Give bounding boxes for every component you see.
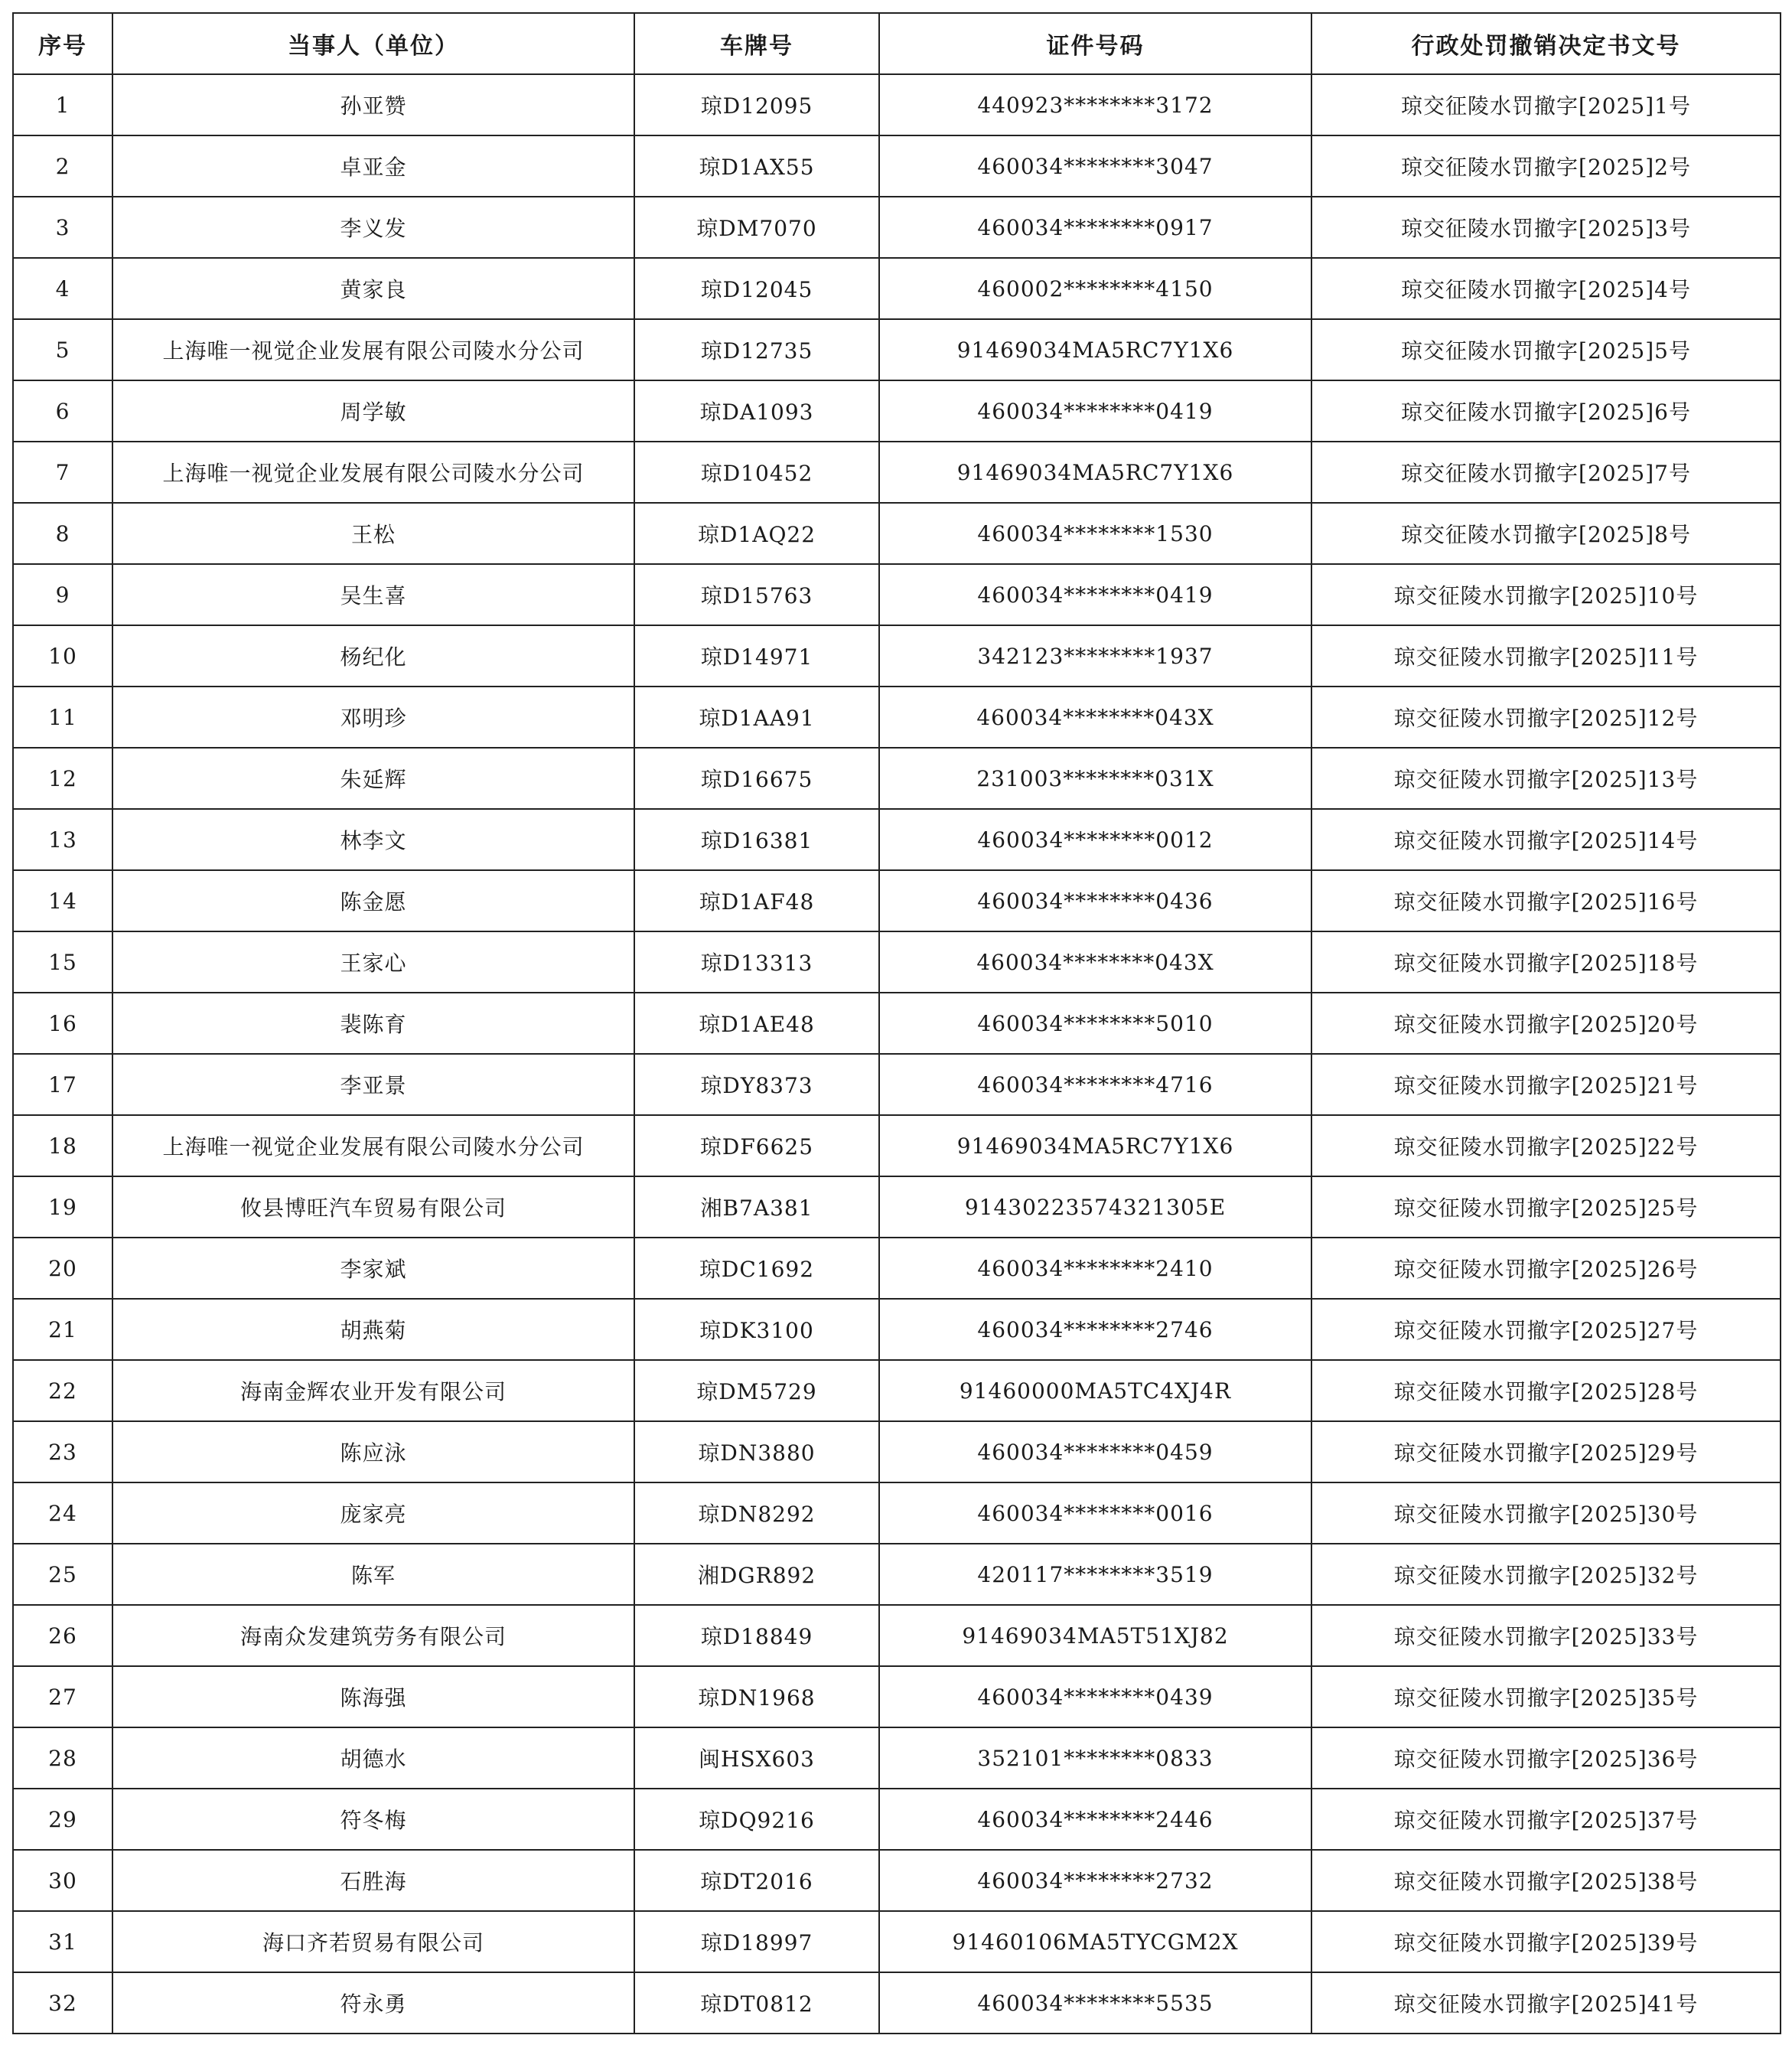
cell-plate-number: 琼D12735: [634, 319, 879, 380]
cell-party: 吴生喜: [112, 564, 634, 625]
header-decision-number: 行政处罚撤销决定书文号: [1311, 13, 1781, 74]
cell-id-number: 460034********043X: [879, 687, 1311, 748]
cell-serial-number: 24: [13, 1482, 112, 1544]
cell-plate-number: 琼DA1093: [634, 380, 879, 442]
table-row: [13, 1789, 1781, 1850]
cell-plate-number: 琼DY8373: [634, 1054, 879, 1115]
cell-id-number: 91469034MA5T51XJ82: [879, 1605, 1311, 1666]
cell-id-number: 440923********3172: [879, 74, 1311, 135]
cell-plate-number: 琼D18997: [634, 1911, 879, 1972]
cell-serial-number: 31: [13, 1911, 112, 1972]
cell-id-number: 91460000MA5TC4XJ4R: [879, 1360, 1311, 1421]
cell-id-number: 460034********4716: [879, 1054, 1311, 1115]
table-row: [13, 1972, 1781, 2034]
table-row: [13, 687, 1781, 748]
cell-decision-number: 琼交征陵水罚撤字[2025]2号: [1311, 135, 1781, 197]
table-row: [13, 564, 1781, 625]
cell-party: 王家心: [112, 931, 634, 993]
cell-plate-number: 琼DK3100: [634, 1299, 879, 1360]
cell-id-number: 460034********0012: [879, 809, 1311, 870]
cell-decision-number: 琼交征陵水罚撤字[2025]6号: [1311, 380, 1781, 442]
cell-serial-number: 8: [13, 503, 112, 564]
cell-party: 孙亚赞: [112, 74, 634, 135]
cell-id-number: 91430223574321305E: [879, 1176, 1311, 1238]
cell-serial-number: 30: [13, 1850, 112, 1911]
cell-decision-number: 琼交征陵水罚撤字[2025]35号: [1311, 1666, 1781, 1727]
cell-plate-number: 琼D15763: [634, 564, 879, 625]
table-row: [13, 442, 1781, 503]
cell-decision-number: 琼交征陵水罚撤字[2025]14号: [1311, 809, 1781, 870]
cell-plate-number: 琼D16381: [634, 809, 879, 870]
cell-decision-number: 琼交征陵水罚撤字[2025]41号: [1311, 1972, 1781, 2034]
cell-serial-number: 26: [13, 1605, 112, 1666]
cell-plate-number: 琼DC1692: [634, 1238, 879, 1299]
cell-serial-number: 1: [13, 74, 112, 135]
cell-plate-number: 琼DN1968: [634, 1666, 879, 1727]
table-row: [13, 748, 1781, 809]
cell-decision-number: 琼交征陵水罚撤字[2025]32号: [1311, 1544, 1781, 1605]
cell-serial-number: 21: [13, 1299, 112, 1360]
cell-id-number: 460034********2732: [879, 1850, 1311, 1911]
cell-party: 陈海强: [112, 1666, 634, 1727]
cell-serial-number: 17: [13, 1054, 112, 1115]
cell-plate-number: 琼D10452: [634, 442, 879, 503]
cell-id-number: 460034********0459: [879, 1421, 1311, 1482]
table-row: [13, 380, 1781, 442]
cell-serial-number: 18: [13, 1115, 112, 1176]
cell-party: 李义发: [112, 197, 634, 258]
table-row: [13, 1482, 1781, 1544]
table-row: [13, 993, 1781, 1054]
cell-id-number: 460034********5010: [879, 993, 1311, 1054]
cell-id-number: 460034********2746: [879, 1299, 1311, 1360]
table-row: [13, 1666, 1781, 1727]
table-row: [13, 1176, 1781, 1238]
cell-id-number: 460034********0917: [879, 197, 1311, 258]
cell-party: 卓亚金: [112, 135, 634, 197]
cell-decision-number: 琼交征陵水罚撤字[2025]5号: [1311, 319, 1781, 380]
cell-id-number: 460034********0016: [879, 1482, 1311, 1544]
cell-serial-number: 3: [13, 197, 112, 258]
table-row: [13, 1911, 1781, 1972]
cell-plate-number: 琼D16675: [634, 748, 879, 809]
table-row: [13, 1727, 1781, 1789]
cell-decision-number: 琼交征陵水罚撤字[2025]11号: [1311, 625, 1781, 687]
cell-party: 杨纪化: [112, 625, 634, 687]
cell-decision-number: 琼交征陵水罚撤字[2025]38号: [1311, 1850, 1781, 1911]
cell-serial-number: 25: [13, 1544, 112, 1605]
cell-plate-number: 琼D12095: [634, 74, 879, 135]
table-row: [13, 1605, 1781, 1666]
cell-plate-number: 琼DT0812: [634, 1972, 879, 2034]
cell-plate-number: 琼D1AA91: [634, 687, 879, 748]
cell-party: 上海唯一视觉企业发展有限公司陵水分公司: [112, 1115, 634, 1176]
cell-id-number: 460002********4150: [879, 258, 1311, 319]
cell-party: 裴陈育: [112, 993, 634, 1054]
cell-party: 上海唯一视觉企业发展有限公司陵水分公司: [112, 442, 634, 503]
penalty-revocation-table: [12, 12, 1781, 2034]
cell-serial-number: 19: [13, 1176, 112, 1238]
cell-party: 上海唯一视觉企业发展有限公司陵水分公司: [112, 319, 634, 380]
cell-serial-number: 7: [13, 442, 112, 503]
cell-party: 庞家亮: [112, 1482, 634, 1544]
cell-party: 海南金辉农业开发有限公司: [112, 1360, 634, 1421]
cell-serial-number: 11: [13, 687, 112, 748]
table-row: [13, 1360, 1781, 1421]
cell-decision-number: 琼交征陵水罚撤字[2025]33号: [1311, 1605, 1781, 1666]
cell-id-number: 91469034MA5RC7Y1X6: [879, 442, 1311, 503]
table-row: [13, 870, 1781, 931]
table-body: [13, 74, 1781, 2034]
cell-party: 符冬梅: [112, 1789, 634, 1850]
cell-id-number: 231003********031X: [879, 748, 1311, 809]
cell-decision-number: 琼交征陵水罚撤字[2025]13号: [1311, 748, 1781, 809]
cell-party: 李家斌: [112, 1238, 634, 1299]
cell-party: 海南众发建筑劳务有限公司: [112, 1605, 634, 1666]
table-row: [13, 135, 1781, 197]
cell-decision-number: 琼交征陵水罚撤字[2025]3号: [1311, 197, 1781, 258]
cell-party: 胡德水: [112, 1727, 634, 1789]
cell-party: 黄家良: [112, 258, 634, 319]
cell-decision-number: 琼交征陵水罚撤字[2025]36号: [1311, 1727, 1781, 1789]
cell-decision-number: 琼交征陵水罚撤字[2025]10号: [1311, 564, 1781, 625]
cell-id-number: 460034********2446: [879, 1789, 1311, 1850]
header-party: 当事人（单位）: [112, 13, 634, 74]
cell-plate-number: 琼D14971: [634, 625, 879, 687]
cell-serial-number: 15: [13, 931, 112, 993]
cell-id-number: 91469034MA5RC7Y1X6: [879, 1115, 1311, 1176]
cell-id-number: 460034********0419: [879, 380, 1311, 442]
cell-decision-number: 琼交征陵水罚撤字[2025]22号: [1311, 1115, 1781, 1176]
cell-party: 王松: [112, 503, 634, 564]
cell-serial-number: 16: [13, 993, 112, 1054]
cell-id-number: 460034********2410: [879, 1238, 1311, 1299]
cell-decision-number: 琼交征陵水罚撤字[2025]27号: [1311, 1299, 1781, 1360]
cell-plate-number: 琼D18849: [634, 1605, 879, 1666]
cell-decision-number: 琼交征陵水罚撤字[2025]16号: [1311, 870, 1781, 931]
cell-decision-number: 琼交征陵水罚撤字[2025]28号: [1311, 1360, 1781, 1421]
cell-decision-number: 琼交征陵水罚撤字[2025]7号: [1311, 442, 1781, 503]
cell-id-number: 91469034MA5RC7Y1X6: [879, 319, 1311, 380]
cell-serial-number: 27: [13, 1666, 112, 1727]
cell-plate-number: 琼DN3880: [634, 1421, 879, 1482]
cell-decision-number: 琼交征陵水罚撤字[2025]39号: [1311, 1911, 1781, 1972]
cell-decision-number: 琼交征陵水罚撤字[2025]4号: [1311, 258, 1781, 319]
cell-decision-number: 琼交征陵水罚撤字[2025]8号: [1311, 503, 1781, 564]
cell-serial-number: 29: [13, 1789, 112, 1850]
cell-plate-number: 琼DQ9216: [634, 1789, 879, 1850]
cell-serial-number: 32: [13, 1972, 112, 2034]
cell-serial-number: 28: [13, 1727, 112, 1789]
cell-party: 海口齐若贸易有限公司: [112, 1911, 634, 1972]
cell-id-number: 352101********0833: [879, 1727, 1311, 1789]
cell-plate-number: 琼D1AE48: [634, 993, 879, 1054]
cell-plate-number: 琼D12045: [634, 258, 879, 319]
header-id-number: 证件号码: [879, 13, 1311, 74]
header-row: [13, 13, 1781, 74]
cell-decision-number: 琼交征陵水罚撤字[2025]30号: [1311, 1482, 1781, 1544]
table-header: [13, 13, 1781, 74]
cell-decision-number: 琼交征陵水罚撤字[2025]20号: [1311, 993, 1781, 1054]
cell-id-number: 460034********0419: [879, 564, 1311, 625]
table-row: [13, 503, 1781, 564]
table-row: [13, 1238, 1781, 1299]
cell-party: 胡燕菊: [112, 1299, 634, 1360]
cell-plate-number: 闽HSX603: [634, 1727, 879, 1789]
cell-serial-number: 6: [13, 380, 112, 442]
cell-plate-number: 琼DT2016: [634, 1850, 879, 1911]
cell-plate-number: 琼D1AF48: [634, 870, 879, 931]
cell-decision-number: 琼交征陵水罚撤字[2025]21号: [1311, 1054, 1781, 1115]
cell-party: 符永勇: [112, 1972, 634, 2034]
cell-decision-number: 琼交征陵水罚撤字[2025]25号: [1311, 1176, 1781, 1238]
table-row: [13, 1054, 1781, 1115]
cell-decision-number: 琼交征陵水罚撤字[2025]18号: [1311, 931, 1781, 993]
cell-id-number: 460034********1530: [879, 503, 1311, 564]
cell-plate-number: 琼D1AX55: [634, 135, 879, 197]
cell-decision-number: 琼交征陵水罚撤字[2025]37号: [1311, 1789, 1781, 1850]
cell-serial-number: 2: [13, 135, 112, 197]
cell-id-number: 342123********1937: [879, 625, 1311, 687]
table-row: [13, 258, 1781, 319]
cell-party: 陈军: [112, 1544, 634, 1605]
cell-decision-number: 琼交征陵水罚撤字[2025]12号: [1311, 687, 1781, 748]
cell-plate-number: 湘DGR892: [634, 1544, 879, 1605]
cell-party: 攸县博旺汽车贸易有限公司: [112, 1176, 634, 1238]
cell-decision-number: 琼交征陵水罚撤字[2025]1号: [1311, 74, 1781, 135]
cell-party: 陈应泳: [112, 1421, 634, 1482]
cell-serial-number: 12: [13, 748, 112, 809]
cell-party: 周学敏: [112, 380, 634, 442]
table-row: [13, 931, 1781, 993]
table-row: [13, 197, 1781, 258]
cell-id-number: 460034********0439: [879, 1666, 1311, 1727]
cell-plate-number: 琼DM7070: [634, 197, 879, 258]
table-row: [13, 809, 1781, 870]
cell-party: 石胜海: [112, 1850, 634, 1911]
header-plate-number: 车牌号: [634, 13, 879, 74]
cell-party: 林李文: [112, 809, 634, 870]
cell-party: 邓明珍: [112, 687, 634, 748]
table-row: [13, 1115, 1781, 1176]
table-row: [13, 1299, 1781, 1360]
cell-serial-number: 23: [13, 1421, 112, 1482]
cell-serial-number: 20: [13, 1238, 112, 1299]
cell-serial-number: 22: [13, 1360, 112, 1421]
cell-party: 李亚景: [112, 1054, 634, 1115]
cell-plate-number: 琼DF6625: [634, 1115, 879, 1176]
cell-party: 陈金愿: [112, 870, 634, 931]
cell-id-number: 460034********3047: [879, 135, 1311, 197]
table-row: [13, 1421, 1781, 1482]
cell-id-number: 420117********3519: [879, 1544, 1311, 1605]
cell-serial-number: 14: [13, 870, 112, 931]
cell-serial-number: 13: [13, 809, 112, 870]
table-row: [13, 74, 1781, 135]
table-row: [13, 319, 1781, 380]
cell-id-number: 460034********043X: [879, 931, 1311, 993]
cell-id-number: 91460106MA5TYCGM2X: [879, 1911, 1311, 1972]
cell-id-number: 460034********5535: [879, 1972, 1311, 2034]
cell-decision-number: 琼交征陵水罚撤字[2025]29号: [1311, 1421, 1781, 1482]
cell-serial-number: 10: [13, 625, 112, 687]
cell-serial-number: 5: [13, 319, 112, 380]
cell-plate-number: 湘B7A381: [634, 1176, 879, 1238]
table-row: [13, 1544, 1781, 1605]
cell-serial-number: 9: [13, 564, 112, 625]
cell-plate-number: 琼D1AQ22: [634, 503, 879, 564]
cell-id-number: 460034********0436: [879, 870, 1311, 931]
cell-serial-number: 4: [13, 258, 112, 319]
cell-decision-number: 琼交征陵水罚撤字[2025]26号: [1311, 1238, 1781, 1299]
header-serial-number: 序号: [13, 13, 112, 74]
cell-plate-number: 琼DM5729: [634, 1360, 879, 1421]
table-row: [13, 625, 1781, 687]
cell-party: 朱延辉: [112, 748, 634, 809]
table-row: [13, 1850, 1781, 1911]
cell-plate-number: 琼DN8292: [634, 1482, 879, 1544]
cell-plate-number: 琼D13313: [634, 931, 879, 993]
